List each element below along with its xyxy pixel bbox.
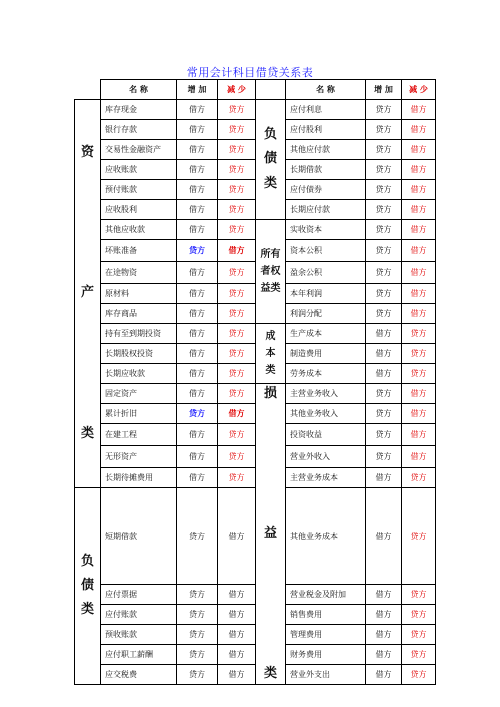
table-row xyxy=(75,605,436,625)
right-decrease-side: 贷方 xyxy=(402,645,436,665)
right-decrease-side: 借方 xyxy=(402,140,436,160)
left-decrease-side: 贷方 xyxy=(218,262,256,284)
left-account-name: 应收股利 xyxy=(101,200,177,220)
table-row xyxy=(75,488,436,585)
left-increase-side: 贷方 xyxy=(177,665,218,685)
right-account-name: 其他业务收入 xyxy=(286,404,366,424)
cost-category-char: 本 xyxy=(265,348,276,359)
header-row xyxy=(75,80,436,100)
table-row xyxy=(75,344,436,364)
left-decrease-side: 借方 xyxy=(218,665,256,685)
left-account-name: 在建工程 xyxy=(101,424,177,446)
equity-category-label xyxy=(256,220,286,324)
cost-category-char: 类 xyxy=(265,365,276,376)
profit-loss-category-label xyxy=(256,384,286,685)
right-increase-side: 借方 xyxy=(366,468,402,488)
left-increase-side: 借方 xyxy=(177,446,218,468)
right-increase-side: 借方 xyxy=(366,344,402,364)
right-decrease-side: 借方 xyxy=(402,180,436,200)
left-increase-side: 贷方 xyxy=(177,645,218,665)
right-increase-side: 借方 xyxy=(366,625,402,645)
left-increase-side: 借方 xyxy=(177,324,218,344)
left-decrease-side: 贷方 xyxy=(218,446,256,468)
table-row xyxy=(75,324,436,344)
right-account-name: 资本公积 xyxy=(286,240,366,262)
left-increase-side: 借方 xyxy=(177,120,218,140)
liability-left-category-char: 债 xyxy=(80,578,94,594)
right-decrease-side: 贷方 xyxy=(402,488,436,585)
left-decrease-side: 贷方 xyxy=(218,100,256,120)
table-row xyxy=(75,665,436,685)
left-decrease-side: 贷方 xyxy=(218,140,256,160)
left-increase-side: 借方 xyxy=(177,180,218,200)
left-increase-side: 借方 xyxy=(177,384,218,404)
page-title: 常用会计科目借贷关系表 xyxy=(186,66,314,79)
right-increase-side: 贷方 xyxy=(366,160,402,180)
right-decrease-side: 贷方 xyxy=(402,324,436,344)
left-decrease-side: 贷方 xyxy=(218,364,256,384)
left-account-name: 长期待摊费用 xyxy=(101,468,177,488)
header-decrease-right: 减 少 xyxy=(402,80,436,100)
right-account-name: 生产成本 xyxy=(286,324,366,344)
right-increase-side: 借方 xyxy=(366,324,402,344)
right-account-name: 应付利息 xyxy=(286,100,366,120)
right-account-name: 营业外支出 xyxy=(286,665,366,685)
left-decrease-side: 贷方 xyxy=(218,284,256,304)
liability-category-char: 债 xyxy=(263,151,277,167)
table-row xyxy=(75,100,436,120)
right-decrease-side: 借方 xyxy=(402,220,436,240)
cost-category-char: 成 xyxy=(265,331,276,342)
left-account-name: 长期股权投资 xyxy=(101,344,177,364)
liability-left-category-char: 负 xyxy=(80,554,94,569)
left-account-name: 无形资产 xyxy=(101,446,177,468)
asset-category-char: 类 xyxy=(80,425,94,441)
left-account-name: 应交税费 xyxy=(101,665,177,685)
table-row xyxy=(75,120,436,140)
left-account-name: 长期应收款 xyxy=(101,364,177,384)
left-account-name: 银行存款 xyxy=(101,120,177,140)
liability-category-label xyxy=(256,100,286,220)
left-increase-side: 借方 xyxy=(177,140,218,160)
right-increase-side: 借方 xyxy=(366,585,402,605)
right-account-name: 劳务成本 xyxy=(286,364,366,384)
left-account-name: 在途物资 xyxy=(101,262,177,284)
table-row xyxy=(75,446,436,468)
left-account-name: 库存现金 xyxy=(101,100,177,120)
left-increase-side: 借方 xyxy=(177,262,218,284)
left-increase-side: 贷方 xyxy=(177,404,218,424)
left-increase-side: 借方 xyxy=(177,468,218,488)
equity-category-char: 益类 xyxy=(260,283,281,294)
right-increase-side: 贷方 xyxy=(366,100,402,120)
left-increase-side: 贷方 xyxy=(177,605,218,625)
table-row xyxy=(75,220,436,240)
table-row xyxy=(75,240,436,262)
left-decrease-side: 贷方 xyxy=(218,344,256,364)
profit-loss-category-char: 损 xyxy=(263,386,277,401)
right-account-name: 盈余公积 xyxy=(286,262,366,284)
left-increase-side: 借方 xyxy=(177,284,218,304)
left-decrease-side: 借方 xyxy=(218,240,256,262)
left-account-name: 库存商品 xyxy=(101,304,177,324)
left-decrease-side: 借方 xyxy=(218,625,256,645)
left-decrease-side: 贷方 xyxy=(218,324,256,344)
right-account-name: 投资收益 xyxy=(286,424,366,446)
right-account-name: 制造费用 xyxy=(286,344,366,364)
left-increase-side: 借方 xyxy=(177,220,218,240)
right-decrease-side: 贷方 xyxy=(402,344,436,364)
left-account-name: 持有至到期投资 xyxy=(101,324,177,344)
header-name-left: 名 称 xyxy=(101,80,177,100)
liability-left-category-label xyxy=(75,488,101,685)
left-account-name: 应付账款 xyxy=(101,605,177,625)
right-decrease-side: 贷方 xyxy=(402,625,436,645)
right-decrease-side: 借方 xyxy=(402,262,436,284)
accounts-table xyxy=(74,79,436,685)
left-account-name: 交易性金融资产 xyxy=(101,140,177,160)
asset-category-char: 资 xyxy=(80,145,94,161)
left-increase-side: 借方 xyxy=(177,200,218,220)
right-increase-side: 贷方 xyxy=(366,120,402,140)
header-blank-right xyxy=(256,80,286,100)
table-row xyxy=(75,160,436,180)
left-increase-side: 借方 xyxy=(177,344,218,364)
right-decrease-side: 借方 xyxy=(402,304,436,324)
right-decrease-side: 借方 xyxy=(402,404,436,424)
right-increase-side: 借方 xyxy=(366,645,402,665)
left-account-name: 预付账款 xyxy=(101,180,177,200)
right-increase-side: 贷方 xyxy=(366,304,402,324)
left-increase-side: 借方 xyxy=(177,364,218,384)
right-decrease-side: 贷方 xyxy=(402,605,436,625)
right-account-name: 应付股利 xyxy=(286,120,366,140)
table-row xyxy=(75,424,436,446)
profit-loss-category-char: 类 xyxy=(263,666,277,682)
equity-category-char: 所有 xyxy=(260,249,281,260)
left-increase-side: 贷方 xyxy=(177,625,218,645)
left-account-name: 原材料 xyxy=(101,284,177,304)
right-increase-side: 贷方 xyxy=(366,200,402,220)
left-decrease-side: 贷方 xyxy=(218,304,256,324)
right-account-name: 销售费用 xyxy=(286,605,366,625)
asset-category-char: 产 xyxy=(80,285,94,301)
left-account-name: 固定资产 xyxy=(101,384,177,404)
left-account-name: 坏账准备 xyxy=(101,240,177,262)
left-decrease-side: 借方 xyxy=(218,585,256,605)
table-row xyxy=(75,384,436,404)
cost-category-label xyxy=(256,324,286,384)
table-row xyxy=(75,180,436,200)
right-decrease-side: 借方 xyxy=(402,384,436,404)
right-account-name: 其他应付款 xyxy=(286,140,366,160)
right-increase-side: 贷方 xyxy=(366,284,402,304)
right-account-name: 其他业务成本 xyxy=(286,488,366,585)
right-decrease-side: 借方 xyxy=(402,200,436,220)
left-increase-side: 借方 xyxy=(177,424,218,446)
table-row xyxy=(75,404,436,424)
right-account-name: 实收资本 xyxy=(286,220,366,240)
left-account-name: 应收账款 xyxy=(101,160,177,180)
table-row xyxy=(75,262,436,284)
left-decrease-side: 贷方 xyxy=(218,424,256,446)
left-account-name: 预收账款 xyxy=(101,625,177,645)
left-increase-side: 借方 xyxy=(177,100,218,120)
right-increase-side: 借方 xyxy=(366,488,402,585)
table-row xyxy=(75,304,436,324)
right-increase-side: 贷方 xyxy=(366,220,402,240)
left-increase-side: 贷方 xyxy=(177,488,218,585)
liability-left-category-char: 类 xyxy=(80,602,94,618)
left-decrease-side: 贷方 xyxy=(218,180,256,200)
table-row xyxy=(75,625,436,645)
right-increase-side: 贷方 xyxy=(366,262,402,284)
right-account-name: 财务费用 xyxy=(286,645,366,665)
left-account-name: 其他应收款 xyxy=(101,220,177,240)
equity-category-char: 者权 xyxy=(260,266,281,277)
left-account-name: 应付职工薪酬 xyxy=(101,645,177,665)
left-decrease-side: 借方 xyxy=(218,488,256,585)
header-increase-right: 增 加 xyxy=(366,80,402,100)
left-increase-side: 借方 xyxy=(177,160,218,180)
right-increase-side: 借方 xyxy=(366,605,402,625)
left-decrease-side: 贷方 xyxy=(218,200,256,220)
table-row xyxy=(75,284,436,304)
right-account-name: 利润分配 xyxy=(286,304,366,324)
right-decrease-side: 贷方 xyxy=(402,585,436,605)
liability-category-char: 类 xyxy=(263,175,277,191)
right-account-name: 长期应付款 xyxy=(286,200,366,220)
right-decrease-side: 借方 xyxy=(402,120,436,140)
right-decrease-side: 借方 xyxy=(402,100,436,120)
left-decrease-side: 贷方 xyxy=(218,384,256,404)
right-decrease-side: 借方 xyxy=(402,160,436,180)
left-decrease-side: 贷方 xyxy=(218,468,256,488)
left-decrease-side: 借方 xyxy=(218,645,256,665)
right-increase-side: 贷方 xyxy=(366,180,402,200)
right-increase-side: 贷方 xyxy=(366,446,402,468)
right-increase-side: 贷方 xyxy=(366,404,402,424)
right-increase-side: 借方 xyxy=(366,364,402,384)
profit-loss-category-char: 益 xyxy=(263,526,277,542)
header-name-right: 名 称 xyxy=(286,80,366,100)
left-account-name: 短期借款 xyxy=(101,488,177,585)
table-row xyxy=(75,140,436,160)
left-decrease-side: 借方 xyxy=(218,404,256,424)
right-decrease-side: 借方 xyxy=(402,446,436,468)
right-increase-side: 贷方 xyxy=(366,140,402,160)
right-decrease-side: 借方 xyxy=(402,424,436,446)
left-increase-side: 贷方 xyxy=(177,585,218,605)
right-decrease-side: 贷方 xyxy=(402,468,436,488)
right-account-name: 管理费用 xyxy=(286,625,366,645)
left-account-name: 应付票据 xyxy=(101,585,177,605)
right-increase-side: 贷方 xyxy=(366,384,402,404)
table-row xyxy=(75,200,436,220)
right-account-name: 营业税金及附加 xyxy=(286,585,366,605)
right-decrease-side: 借方 xyxy=(402,240,436,262)
table-row xyxy=(75,468,436,488)
right-account-name: 应付债券 xyxy=(286,180,366,200)
right-decrease-side: 贷方 xyxy=(402,665,436,685)
right-decrease-side: 借方 xyxy=(402,284,436,304)
right-increase-side: 贷方 xyxy=(366,240,402,262)
left-decrease-side: 贷方 xyxy=(218,220,256,240)
right-account-name: 长期借款 xyxy=(286,160,366,180)
table-row xyxy=(75,645,436,665)
right-account-name: 主营业务成本 xyxy=(286,468,366,488)
right-decrease-side: 贷方 xyxy=(402,364,436,384)
right-account-name: 本年利润 xyxy=(286,284,366,304)
left-decrease-side: 借方 xyxy=(218,605,256,625)
right-increase-side: 借方 xyxy=(366,665,402,685)
header-blank-left xyxy=(75,80,101,100)
table-row xyxy=(75,364,436,384)
right-account-name: 营业外收入 xyxy=(286,446,366,468)
right-increase-side: 贷方 xyxy=(366,424,402,446)
left-increase-side: 贷方 xyxy=(177,240,218,262)
left-decrease-side: 贷方 xyxy=(218,120,256,140)
right-account-name: 主营业务收入 xyxy=(286,384,366,404)
table-row xyxy=(75,585,436,605)
left-decrease-side: 贷方 xyxy=(218,160,256,180)
header-increase-left: 增 加 xyxy=(177,80,218,100)
left-increase-side: 借方 xyxy=(177,304,218,324)
asset-category-label xyxy=(75,100,101,488)
left-account-name: 累计折旧 xyxy=(101,404,177,424)
header-decrease-left: 减 少 xyxy=(218,80,256,100)
liability-category-char: 负 xyxy=(263,127,277,143)
